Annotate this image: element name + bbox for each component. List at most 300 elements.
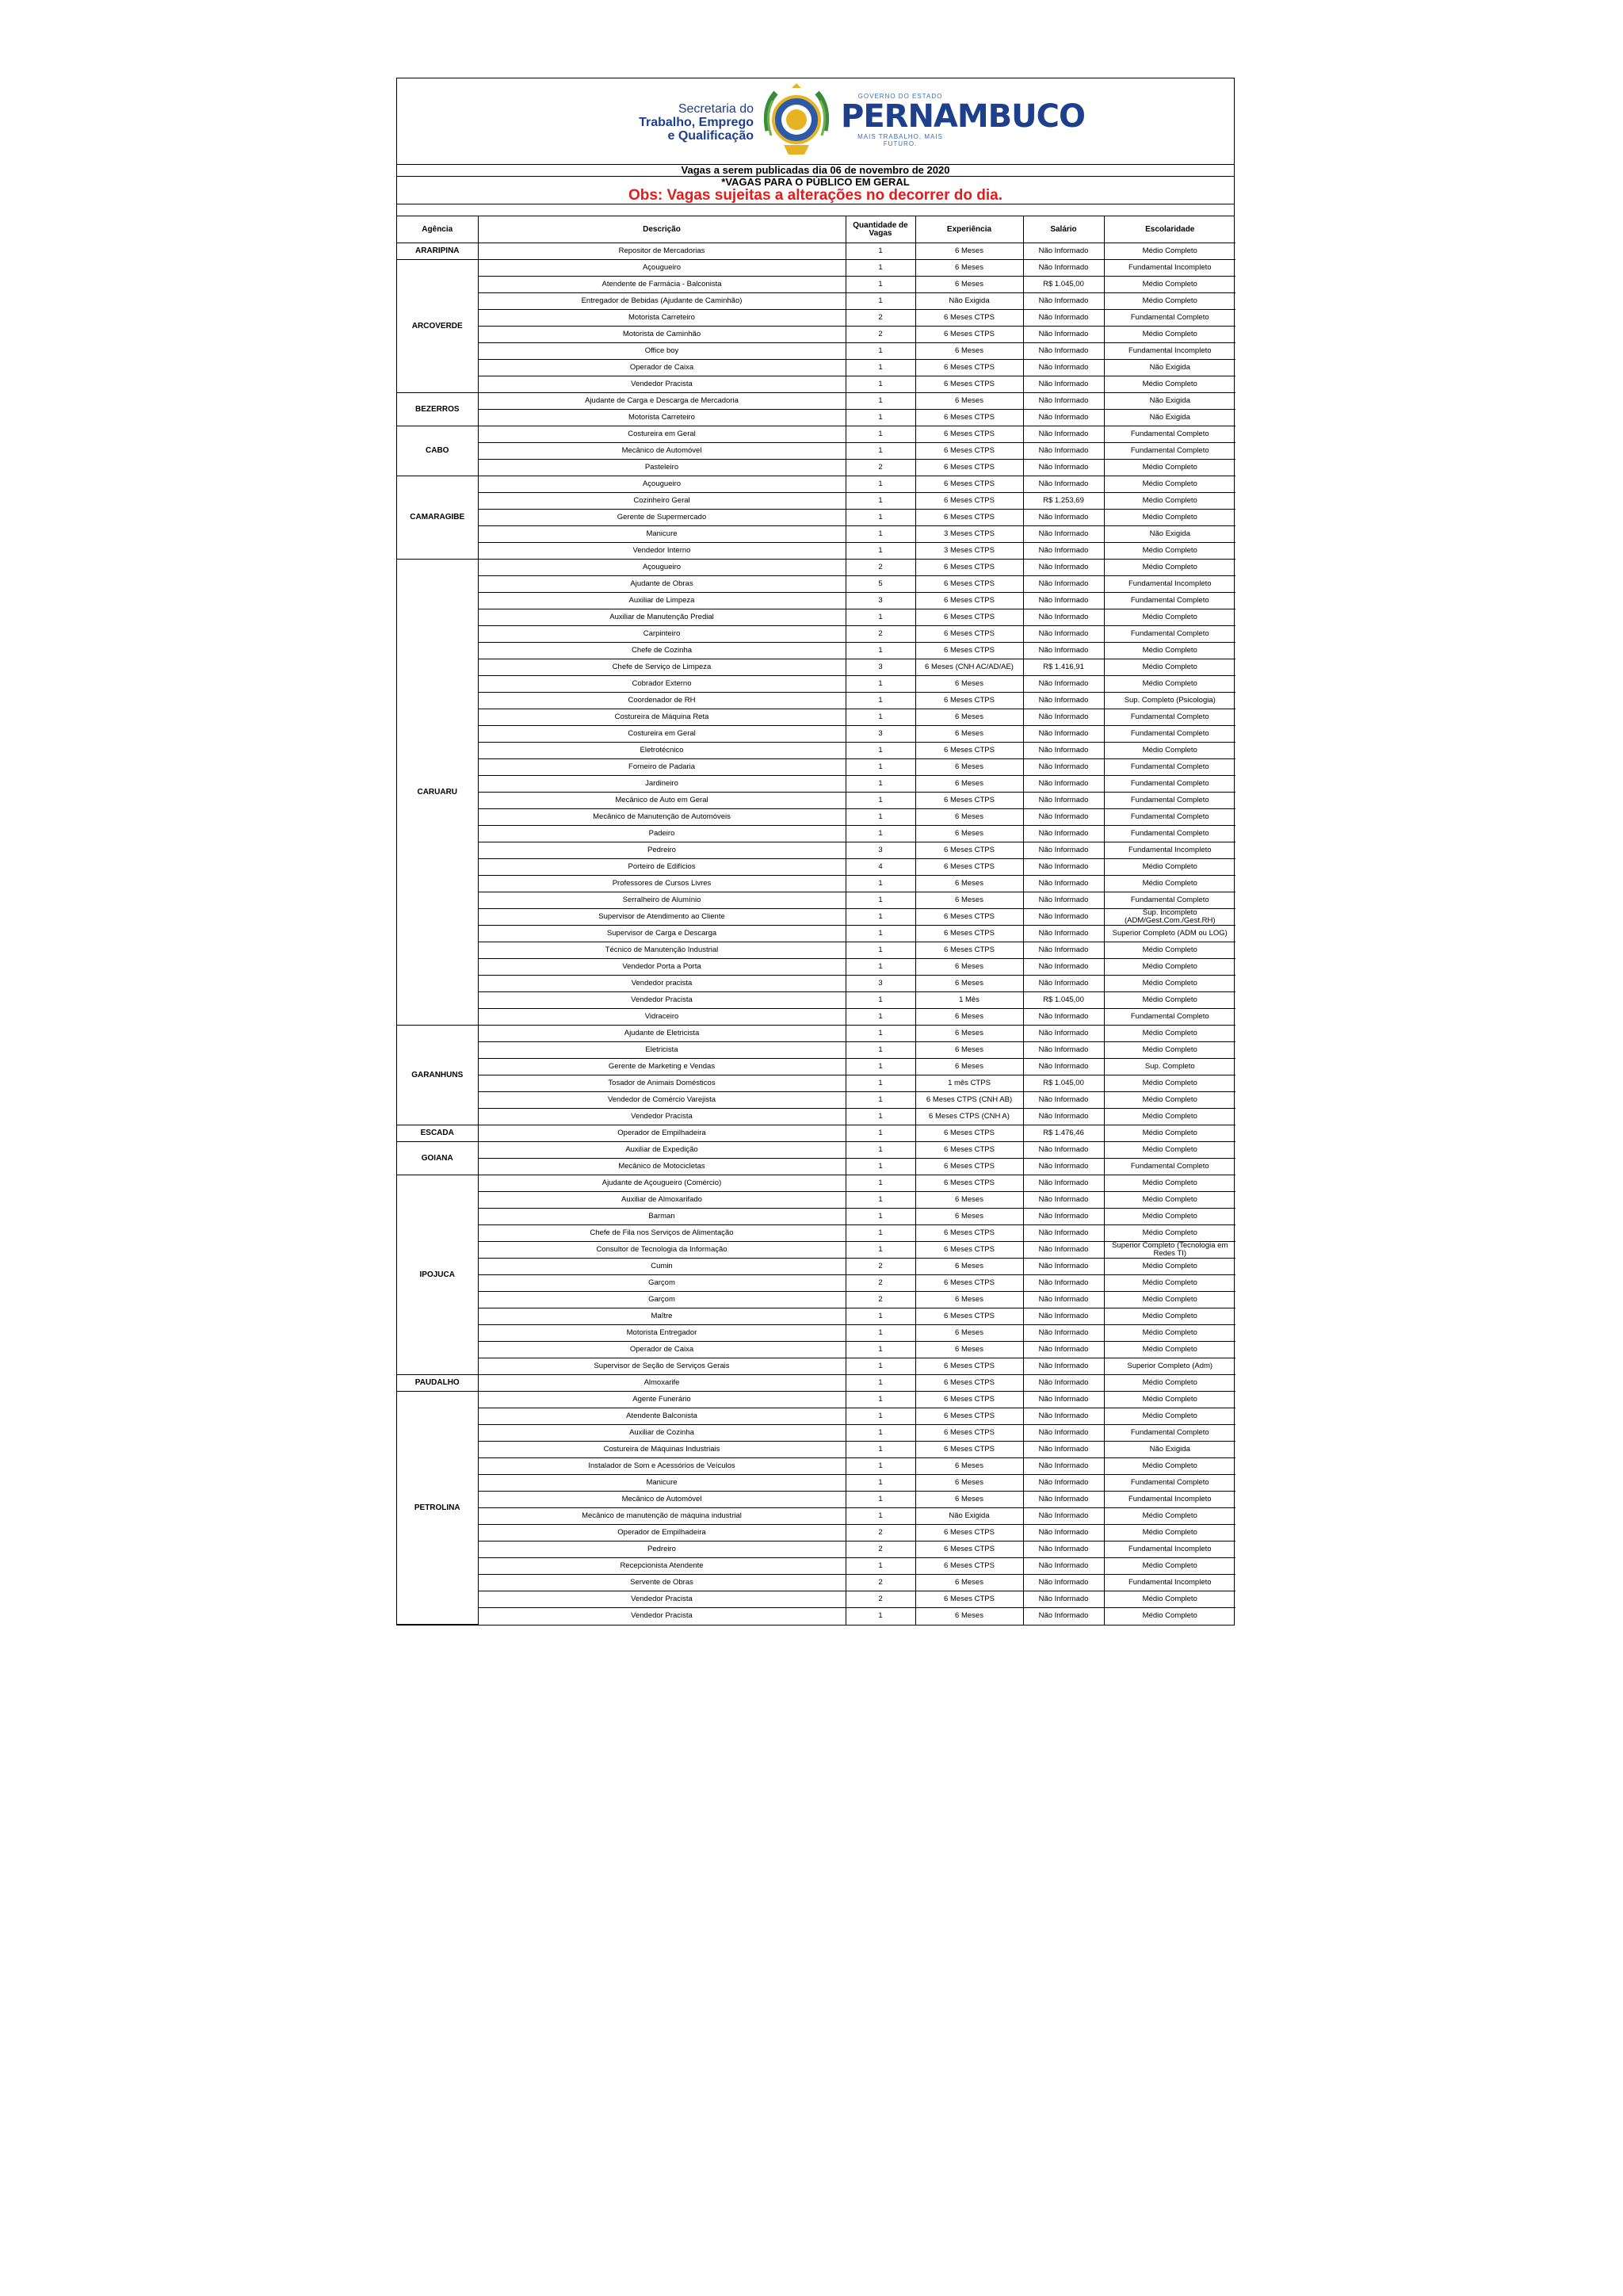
- quantity-cell: 2: [846, 1275, 915, 1292]
- experience-cell: 6 Meses: [915, 1042, 1023, 1059]
- agency-cell: CAMARAGIBE: [397, 476, 478, 560]
- quantity-cell: 2: [846, 1591, 915, 1608]
- experience-cell: 6 Meses: [915, 1575, 1023, 1591]
- agency-cell: GOIANA: [397, 1142, 478, 1175]
- experience-cell: 6 Meses CTPS: [915, 1275, 1023, 1292]
- logo-line-3: e Qualificação: [667, 129, 754, 143]
- education-cell: Médio Completo: [1104, 942, 1235, 959]
- description-cell: Motorista Carreteiro: [478, 310, 846, 327]
- experience-cell: 6 Meses: [915, 1608, 1023, 1625]
- description-cell: Mecânico de Motocicletas: [478, 1159, 846, 1175]
- title-block: [397, 165, 1234, 204]
- description-cell: Gerente de Supermercado: [478, 510, 846, 526]
- quantity-cell: 1: [846, 543, 915, 560]
- table-row: [397, 1292, 1235, 1308]
- table-row: [397, 1425, 1235, 1442]
- experience-cell: 6 Meses CTPS: [915, 576, 1023, 593]
- salary-cell: Não Informado: [1023, 1475, 1104, 1492]
- description-cell: Auxiliar de Cozinha: [478, 1425, 846, 1442]
- education-cell: Superior Completo (Tecnologia em Redes TI): [1104, 1242, 1235, 1259]
- education-cell: Médio Completo: [1104, 1042, 1235, 1059]
- quantity-cell: 1: [846, 260, 915, 277]
- table-row: [397, 826, 1235, 842]
- experience-cell: 6 Meses: [915, 1009, 1023, 1026]
- education-cell: Superior Completo (ADM ou LOG): [1104, 926, 1235, 942]
- quantity-cell: 1: [846, 776, 915, 793]
- table-row: [397, 393, 1235, 410]
- experience-cell: 6 Meses CTPS: [915, 909, 1023, 926]
- education-cell: Sup. Completo (Psicologia): [1104, 693, 1235, 709]
- salary-cell: Não Informado: [1023, 776, 1104, 793]
- table-row: [397, 426, 1235, 443]
- experience-cell: 6 Meses: [915, 776, 1023, 793]
- quantity-cell: 1: [846, 1209, 915, 1225]
- education-cell: Fundamental Incompleto: [1104, 842, 1235, 859]
- description-cell: Instalador de Som e Acessórios de Veículos: [478, 1458, 846, 1475]
- table-row: [397, 310, 1235, 327]
- quantity-cell: 2: [846, 1541, 915, 1558]
- salary-cell: Não Informado: [1023, 1042, 1104, 1059]
- quantity-cell: 1: [846, 826, 915, 842]
- experience-cell: 1 mês CTPS: [915, 1075, 1023, 1092]
- salary-cell: Não Informado: [1023, 426, 1104, 443]
- experience-cell: 6 Meses: [915, 1026, 1023, 1042]
- table-header-row: [397, 216, 1235, 243]
- salary-cell: Não Informado: [1023, 759, 1104, 776]
- quantity-cell: 1: [846, 743, 915, 759]
- quantity-cell: 1: [846, 1558, 915, 1575]
- table-row: [397, 992, 1235, 1009]
- agency-cell: ARCOVERDE: [397, 260, 478, 393]
- table-row: [397, 842, 1235, 859]
- description-cell: Cozinheiro Geral: [478, 493, 846, 510]
- experience-cell: 6 Meses CTPS: [915, 693, 1023, 709]
- description-cell: Auxiliar de Limpeza: [478, 593, 846, 609]
- experience-cell: 6 Meses: [915, 393, 1023, 410]
- col-header-salario: Salário: [1023, 216, 1104, 243]
- experience-cell: 6 Meses: [915, 260, 1023, 277]
- description-cell: Tosador de Animais Domésticos: [478, 1075, 846, 1092]
- table-row: [397, 343, 1235, 360]
- table-row: [397, 1308, 1235, 1325]
- description-cell: Ajudante de Açougueiro (Comércio): [478, 1175, 846, 1192]
- quantity-cell: 2: [846, 310, 915, 327]
- logo-line-1: Secretaria do: [678, 102, 754, 116]
- quantity-cell: 1: [846, 909, 915, 926]
- description-cell: Açougueiro: [478, 476, 846, 493]
- page-subtitle: *VAGAS PARA O PÚBLICO EM GERAL: [721, 176, 910, 188]
- quantity-cell: 1: [846, 393, 915, 410]
- salary-cell: R$ 1.045,00: [1023, 992, 1104, 1009]
- salary-cell: Não Informado: [1023, 443, 1104, 460]
- salary-cell: Não Informado: [1023, 1092, 1104, 1109]
- quantity-cell: 1: [846, 1342, 915, 1358]
- salary-cell: Não Informado: [1023, 1259, 1104, 1275]
- description-cell: Chefe de Cozinha: [478, 643, 846, 659]
- experience-cell: 6 Meses: [915, 1492, 1023, 1508]
- experience-cell: 6 Meses: [915, 959, 1023, 976]
- experience-cell: 6 Meses CTPS: [915, 1442, 1023, 1458]
- experience-cell: 6 Meses CTPS: [915, 560, 1023, 576]
- salary-cell: Não Informado: [1023, 1159, 1104, 1175]
- education-cell: Fundamental Completo: [1104, 1425, 1235, 1442]
- description-cell: Motorista Entregador: [478, 1325, 846, 1342]
- table-row: [397, 1325, 1235, 1342]
- description-cell: Forneiro de Padaria: [478, 759, 846, 776]
- agency-cell: PAUDALHO: [397, 1375, 478, 1392]
- education-cell: Fundamental Completo: [1104, 809, 1235, 826]
- education-cell: Fundamental Completo: [1104, 709, 1235, 726]
- education-cell: Médio Completo: [1104, 1308, 1235, 1325]
- table-row: [397, 293, 1235, 310]
- quantity-cell: 1: [846, 1358, 915, 1375]
- salary-cell: Não Informado: [1023, 1575, 1104, 1591]
- spacer-row: [397, 204, 1234, 216]
- experience-cell: 6 Meses: [915, 1259, 1023, 1275]
- table-row: [397, 243, 1235, 260]
- table-row: [397, 1192, 1235, 1209]
- table-row: [397, 543, 1235, 560]
- salary-cell: Não Informado: [1023, 526, 1104, 543]
- description-cell: Costureira de Máquinas Industriais: [478, 1442, 846, 1458]
- description-cell: Mecânico de Automóvel: [478, 1492, 846, 1508]
- salary-cell: R$ 1.476,46: [1023, 1125, 1104, 1142]
- table-row: [397, 327, 1235, 343]
- salary-cell: Não Informado: [1023, 1109, 1104, 1125]
- table-row: [397, 376, 1235, 393]
- table-row: [397, 876, 1235, 892]
- description-cell: Operador de Empilhadeira: [478, 1525, 846, 1541]
- salary-cell: Não Informado: [1023, 1591, 1104, 1608]
- description-cell: Supervisor de Seção de Serviços Gerais: [478, 1358, 846, 1375]
- quantity-cell: 1: [846, 360, 915, 376]
- table-row: [397, 959, 1235, 976]
- agency-cell: GARANHUNS: [397, 1026, 478, 1125]
- description-cell: Ajudante de Obras: [478, 576, 846, 593]
- experience-cell: 6 Meses: [915, 976, 1023, 992]
- experience-cell: 6 Meses CTPS: [915, 1525, 1023, 1541]
- quantity-cell: 2: [846, 560, 915, 576]
- salary-cell: R$ 1.045,00: [1023, 1075, 1104, 1092]
- education-cell: Médio Completo: [1104, 293, 1235, 310]
- table-row: [397, 1225, 1235, 1242]
- col-header-agencia: Agência: [397, 216, 478, 243]
- table-row: [397, 443, 1235, 460]
- education-cell: Fundamental Completo: [1104, 1009, 1235, 1026]
- experience-cell: 6 Meses CTPS: [915, 593, 1023, 609]
- quantity-cell: 1: [846, 1009, 915, 1026]
- description-cell: Ajudante de Eletricista: [478, 1026, 846, 1042]
- description-cell: Eletrotécnico: [478, 743, 846, 759]
- salary-cell: Não Informado: [1023, 460, 1104, 476]
- description-cell: Jardineiro: [478, 776, 846, 793]
- experience-cell: 6 Meses CTPS: [915, 360, 1023, 376]
- quantity-cell: 1: [846, 1059, 915, 1075]
- quantity-cell: 1: [846, 526, 915, 543]
- education-cell: Fundamental Completo: [1104, 426, 1235, 443]
- quantity-cell: 1: [846, 809, 915, 826]
- education-cell: Médio Completo: [1104, 876, 1235, 892]
- description-cell: Mecânico de Automóvel: [478, 443, 846, 460]
- table-row: [397, 1109, 1235, 1125]
- description-cell: Cumin: [478, 1259, 846, 1275]
- salary-cell: Não Informado: [1023, 510, 1104, 526]
- experience-cell: 3 Meses CTPS: [915, 543, 1023, 560]
- salary-cell: Não Informado: [1023, 626, 1104, 643]
- description-cell: Coordenador de RH: [478, 693, 846, 709]
- table-row: [397, 1358, 1235, 1375]
- quantity-cell: 1: [846, 892, 915, 909]
- table-row: [397, 759, 1235, 776]
- experience-cell: 6 Meses CTPS: [915, 1308, 1023, 1325]
- quantity-cell: 1: [846, 1092, 915, 1109]
- salary-cell: Não Informado: [1023, 942, 1104, 959]
- education-cell: Médio Completo: [1104, 1275, 1235, 1292]
- education-cell: Médio Completo: [1104, 609, 1235, 626]
- experience-cell: 6 Meses CTPS: [915, 1142, 1023, 1159]
- table-row: [397, 1508, 1235, 1525]
- experience-cell: 6 Meses CTPS: [915, 626, 1023, 643]
- salary-cell: Não Informado: [1023, 1026, 1104, 1042]
- experience-cell: 6 Meses: [915, 826, 1023, 842]
- experience-cell: 1 Mês: [915, 992, 1023, 1009]
- description-cell: Costureira em Geral: [478, 726, 846, 743]
- education-cell: Médio Completo: [1104, 327, 1235, 343]
- quantity-cell: 1: [846, 1175, 915, 1192]
- agency-cell: PETROLINA: [397, 1392, 478, 1625]
- experience-cell: 6 Meses: [915, 709, 1023, 726]
- experience-cell: 6 Meses: [915, 1475, 1023, 1492]
- salary-cell: Não Informado: [1023, 576, 1104, 593]
- salary-cell: Não Informado: [1023, 410, 1104, 426]
- table-row: [397, 643, 1235, 659]
- education-cell: Fundamental Completo: [1104, 626, 1235, 643]
- education-cell: Não Exigida: [1104, 360, 1235, 376]
- description-cell: Supervisor de Carga e Descarga: [478, 926, 846, 942]
- quantity-cell: 1: [846, 693, 915, 709]
- description-cell: Açougueiro: [478, 560, 846, 576]
- table-row: [397, 1525, 1235, 1541]
- table-row: [397, 576, 1235, 593]
- description-cell: Vendedor Pracista: [478, 1608, 846, 1625]
- agency-cell: ARARIPINA: [397, 243, 478, 260]
- salary-cell: Não Informado: [1023, 1425, 1104, 1442]
- description-cell: Agente Funerário: [478, 1392, 846, 1408]
- quantity-cell: 1: [846, 1442, 915, 1458]
- table-row: [397, 1009, 1235, 1026]
- experience-cell: 6 Meses CTPS: [915, 1159, 1023, 1175]
- salary-cell: Não Informado: [1023, 1292, 1104, 1308]
- salary-cell: R$ 1.045,00: [1023, 277, 1104, 293]
- description-cell: Vidraceiro: [478, 1009, 846, 1026]
- salary-cell: Não Informado: [1023, 842, 1104, 859]
- quantity-cell: 1: [846, 876, 915, 892]
- quantity-cell: 3: [846, 842, 915, 859]
- quantity-cell: 1: [846, 759, 915, 776]
- description-cell: Vendedor Pracista: [478, 992, 846, 1009]
- education-cell: Médio Completo: [1104, 1458, 1235, 1475]
- description-cell: Carpinteiro: [478, 626, 846, 643]
- description-cell: Almoxarife: [478, 1375, 846, 1392]
- salary-cell: Não Informado: [1023, 809, 1104, 826]
- salary-cell: Não Informado: [1023, 892, 1104, 909]
- quantity-cell: 1: [846, 1608, 915, 1625]
- table-row: [397, 1392, 1235, 1408]
- education-cell: Não Exigida: [1104, 410, 1235, 426]
- table-row: [397, 1558, 1235, 1575]
- quantity-cell: 2: [846, 1525, 915, 1541]
- table-row: [397, 593, 1235, 609]
- description-cell: Vendedor pracista: [478, 976, 846, 992]
- education-cell: Médio Completo: [1104, 543, 1235, 560]
- quantity-cell: 3: [846, 659, 915, 676]
- experience-cell: 6 Meses (CNH AC/AD/AE): [915, 659, 1023, 676]
- table-row: [397, 609, 1235, 626]
- salary-cell: Não Informado: [1023, 327, 1104, 343]
- experience-cell: 6 Meses: [915, 876, 1023, 892]
- col-header-escolaridade: Escolaridade: [1104, 216, 1235, 243]
- salary-cell: Não Informado: [1023, 1442, 1104, 1458]
- experience-cell: 6 Meses CTPS: [915, 1125, 1023, 1142]
- education-cell: Sup. Incompleto (ADM/Gest.Com./Gest.RH): [1104, 909, 1235, 926]
- quantity-cell: 2: [846, 626, 915, 643]
- education-cell: Médio Completo: [1104, 959, 1235, 976]
- quantity-cell: 1: [846, 1225, 915, 1242]
- experience-cell: 6 Meses: [915, 243, 1023, 260]
- education-cell: Médio Completo: [1104, 1525, 1235, 1541]
- education-cell: Fundamental Completo: [1104, 759, 1235, 776]
- description-cell: Auxiliar de Manutenção Predial: [478, 609, 846, 626]
- salary-cell: Não Informado: [1023, 726, 1104, 743]
- education-cell: Médio Completo: [1104, 1325, 1235, 1342]
- experience-cell: 6 Meses: [915, 726, 1023, 743]
- description-cell: Vendedor de Comércio Varejista: [478, 1092, 846, 1109]
- quantity-cell: 1: [846, 609, 915, 626]
- description-cell: Barman: [478, 1209, 846, 1225]
- salary-cell: Não Informado: [1023, 360, 1104, 376]
- pernambuco-seal-icon: [760, 83, 833, 159]
- education-cell: Não Exigida: [1104, 1442, 1235, 1458]
- quantity-cell: 1: [846, 1475, 915, 1492]
- quantity-cell: 1: [846, 1408, 915, 1425]
- quantity-cell: 1: [846, 1375, 915, 1392]
- description-cell: Gerente de Marketing e Vendas: [478, 1059, 846, 1075]
- education-cell: Médio Completo: [1104, 659, 1235, 676]
- education-cell: Médio Completo: [1104, 1408, 1235, 1425]
- salary-cell: Não Informado: [1023, 959, 1104, 976]
- education-cell: Médio Completo: [1104, 743, 1235, 759]
- description-cell: Técnico de Manutenção Industrial: [478, 942, 846, 959]
- table-row: [397, 1575, 1235, 1591]
- education-cell: Médio Completo: [1104, 376, 1235, 393]
- quantity-cell: 5: [846, 576, 915, 593]
- education-cell: Médio Completo: [1104, 493, 1235, 510]
- pernambuco-logo: [841, 93, 1086, 147]
- salary-cell: Não Informado: [1023, 676, 1104, 693]
- table-row: [397, 1026, 1235, 1042]
- salary-cell: Não Informado: [1023, 1225, 1104, 1242]
- salary-cell: Não Informado: [1023, 826, 1104, 842]
- education-cell: Médio Completo: [1104, 1375, 1235, 1392]
- table-row: [397, 693, 1235, 709]
- experience-cell: 6 Meses CTPS: [915, 743, 1023, 759]
- experience-cell: 6 Meses CTPS: [915, 410, 1023, 426]
- experience-cell: 6 Meses CTPS: [915, 376, 1023, 393]
- quantity-cell: 1: [846, 426, 915, 443]
- experience-cell: 6 Meses CTPS: [915, 1225, 1023, 1242]
- quantity-cell: 3: [846, 976, 915, 992]
- quantity-cell: 1: [846, 493, 915, 510]
- salary-cell: Não Informado: [1023, 1142, 1104, 1159]
- quantity-cell: 1: [846, 1075, 915, 1092]
- education-cell: Médio Completo: [1104, 1142, 1235, 1159]
- table-row: [397, 909, 1235, 926]
- salary-cell: Não Informado: [1023, 1508, 1104, 1525]
- experience-cell: 6 Meses: [915, 1342, 1023, 1358]
- education-cell: Médio Completo: [1104, 560, 1235, 576]
- quantity-cell: 1: [846, 643, 915, 659]
- experience-cell: 6 Meses CTPS: [915, 842, 1023, 859]
- education-cell: Médio Completo: [1104, 1392, 1235, 1408]
- table-row: [397, 1075, 1235, 1092]
- education-cell: Fundamental Incompleto: [1104, 260, 1235, 277]
- quantity-cell: 1: [846, 293, 915, 310]
- salary-cell: Não Informado: [1023, 1342, 1104, 1358]
- description-cell: Mecânico de manutenção de máquina industrial: [478, 1508, 846, 1525]
- salary-cell: Não Informado: [1023, 293, 1104, 310]
- experience-cell: 6 Meses CTPS: [915, 1425, 1023, 1442]
- experience-cell: 3 Meses CTPS: [915, 526, 1023, 543]
- table-row: [397, 476, 1235, 493]
- experience-cell: 6 Meses: [915, 1292, 1023, 1308]
- description-cell: Manicure: [478, 1475, 846, 1492]
- education-cell: Médio Completo: [1104, 1092, 1235, 1109]
- experience-cell: 6 Meses CTPS: [915, 1558, 1023, 1575]
- table-row: [397, 726, 1235, 743]
- salary-cell: Não Informado: [1023, 1458, 1104, 1475]
- quantity-cell: 1: [846, 1392, 915, 1408]
- experience-cell: 6 Meses: [915, 759, 1023, 776]
- description-cell: Repositor de Mercadorias: [478, 243, 846, 260]
- quantity-cell: 1: [846, 277, 915, 293]
- table-row: [397, 277, 1235, 293]
- education-cell: Fundamental Completo: [1104, 310, 1235, 327]
- quantity-cell: 1: [846, 1425, 915, 1442]
- quantity-cell: 1: [846, 1159, 915, 1175]
- education-cell: Médio Completo: [1104, 976, 1235, 992]
- quantity-cell: 1: [846, 1042, 915, 1059]
- description-cell: Auxiliar de Almoxarifado: [478, 1192, 846, 1209]
- experience-cell: 6 Meses CTPS: [915, 1591, 1023, 1608]
- salary-cell: Não Informado: [1023, 1209, 1104, 1225]
- table-body: [397, 243, 1235, 1625]
- description-cell: Açougueiro: [478, 260, 846, 277]
- description-cell: Pasteleiro: [478, 460, 846, 476]
- description-cell: Chefe de Fila nos Serviços de Alimentação: [478, 1225, 846, 1242]
- description-cell: Maître: [478, 1308, 846, 1325]
- salary-cell: Não Informado: [1023, 793, 1104, 809]
- table-row: [397, 1159, 1235, 1175]
- table-row: [397, 743, 1235, 759]
- alteration-note: Obs: Vagas sujeitas a alterações no decorrer do dia.: [628, 187, 1003, 204]
- salary-cell: Não Informado: [1023, 1558, 1104, 1575]
- table-row: [397, 892, 1235, 909]
- salary-cell: Não Informado: [1023, 1408, 1104, 1425]
- quantity-cell: 2: [846, 460, 915, 476]
- education-cell: Médio Completo: [1104, 1558, 1235, 1575]
- salary-cell: Não Informado: [1023, 876, 1104, 892]
- experience-cell: 6 Meses CTPS: [915, 310, 1023, 327]
